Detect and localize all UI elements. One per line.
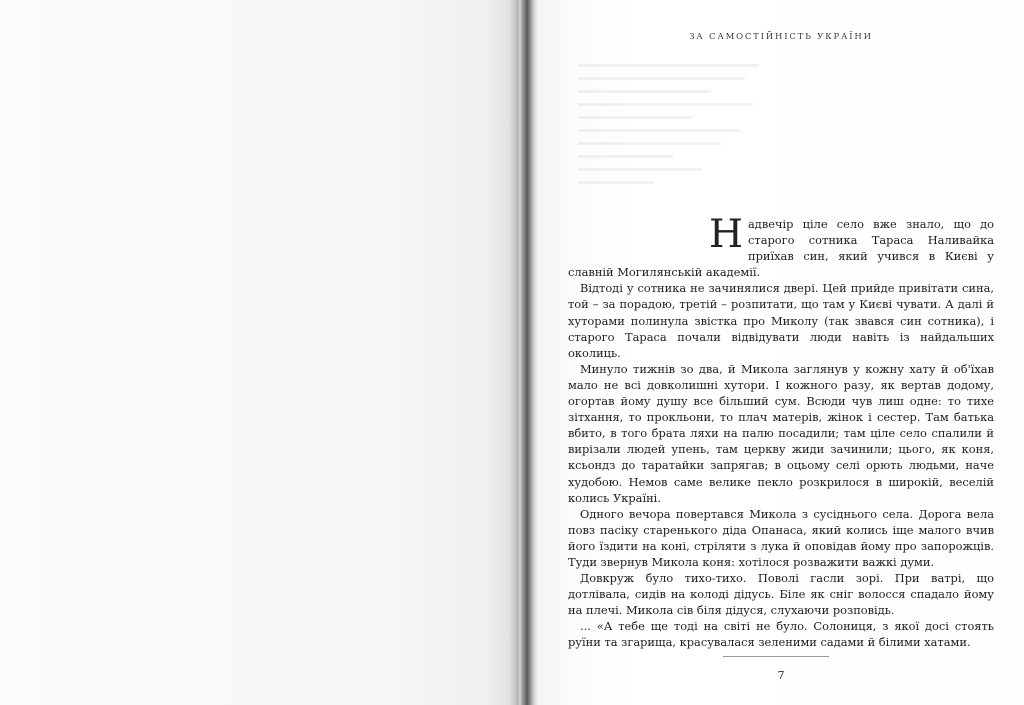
body-text <box>568 212 994 651</box>
book-gutter <box>508 0 538 705</box>
paragraph-4: Одного вечора повертався Микола з сусіднього села. Дорога вела повз пасіку старенького діда Опанаса, який колись іще малого вчив його їздити на коні, стріляти з лука й оповідав йому про запорожців. Туди звернув Микола коня: хотілося розважити важкі думи. <box>568 506 994 569</box>
right-page <box>538 0 1024 705</box>
bleed-through-shadow <box>578 64 768 234</box>
paragraph-1-text: адвечір ціле село вже знало, що до старого сотника Тараса Наливайка приїхав син, який учився в Києві у славній Могилянській академії. <box>568 217 994 280</box>
paragraph-6: ... «А тебе ще тоді на світі не було. Солониця, з якої досі стоять руїни та згарища, красувалася зеленими садами й білими хатами. <box>568 619 994 650</box>
paragraph-2: Відтоді у сотника не зачинялися двері. Цей прийде привітати сина, той – за порадою, третій – розпитати, що там у Києві чувати. А далі й хуторами полинула звістка про Миколу (так звався син сотника), і старого Тараса почали відвідувати люди навіть із найдальших околиць. <box>568 281 994 360</box>
page-number: 7 <box>777 669 785 682</box>
running-head: ЗА САМОСТІЙНІСТЬ УКРАЇНИ <box>689 32 873 42</box>
paragraph-5: Довкруж було тихо-тихо. Поволі гасли зорі. При ватрі, що дотлівала, сидів на колоді дідусь. Біле як сніг волосся спадало йому на плечі. Микола сів біля дідуся, слухаючи розповідь. <box>568 571 994 618</box>
drop-cap: Н <box>709 212 744 257</box>
paragraph-3: Минуло тижнів зо два, й Микола заглянув у кожну хату й об'їхав мало не всі довколишні хутори. І кожного разу, як вертав додому, огортав йому душу все більший сум. Всюди чув лиш одне: то тихе зітхання, то прокльони, то плач матерів, жінок і сестер. Там батька вбито, в того брата ляхи на палю посадили; там ціле село спалили й вирізали людей упень, там церкву жиди зачинили; цього, як коня, ксьондз до таратайки запрягав; в оцьому селі орють людьми, наче худобою. Немов саме велике пекло розкрилося в широкій, веселій колись Україні. <box>568 361 994 505</box>
footer-rule <box>723 656 829 657</box>
left-page-blank <box>0 0 508 705</box>
paragraph-1 <box>568 212 994 280</box>
